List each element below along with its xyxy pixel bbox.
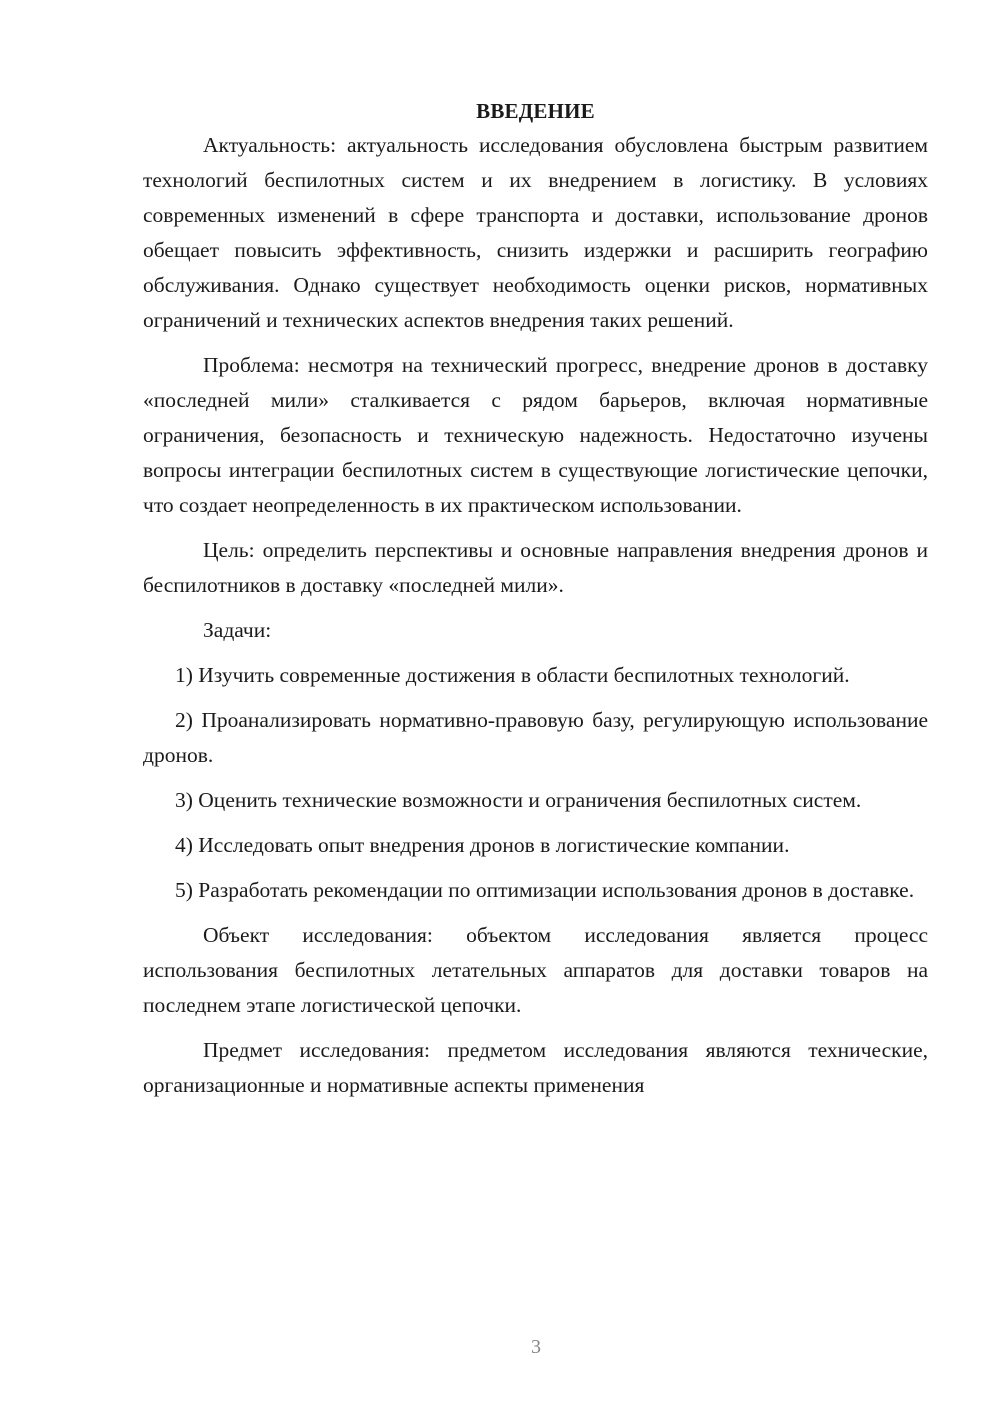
task-item-3: 3) Оценить технические возможности и ограничения беспилотных систем. bbox=[175, 788, 862, 812]
task-item-1: 1) Изучить современные достижения в области беспилотных технологий. bbox=[175, 663, 850, 687]
paragraph-relevance: Актуальность: актуальность исследования обусловлена быстрым развитием технологий беспилотных систем и их внедрением в логистику. В условиях современных изменений в сфере транспорта и доставки, использование дронов обещает повысить эффективность, снизить издержки и расширить географию обслуживания. Однако существует необходимость оценки рисков, нормативных ограничений и технических аспектов внедрения таких решений. bbox=[143, 133, 928, 332]
task-item-2: 2) Проанализировать нормативно-правовую базу, регулирующую использование дронов. bbox=[143, 708, 928, 767]
paragraph-subject: Предмет исследования: предметом исследования являются технические, организационные и нормативные аспекты применения bbox=[143, 1038, 928, 1097]
tasks-label: Задачи: bbox=[203, 618, 272, 642]
page-number: 3 bbox=[531, 1336, 541, 1358]
section-heading: ВВЕДЕНИЕ bbox=[476, 99, 595, 123]
paragraph-object: Объект исследования: объектом исследования является процесс использования беспилотных летательных аппаратов для доставки товаров на последнем этапе логистической цепочки. bbox=[143, 923, 928, 1017]
task-item-4: 4) Исследовать опыт внедрения дронов в логистические компании. bbox=[175, 833, 790, 857]
task-item-5: 5) Разработать рекомендации по оптимизации использования дронов в доставке. bbox=[175, 878, 915, 902]
document-body bbox=[143, 96, 928, 1103]
paragraph-goal: Цель: определить перспективы и основные направления внедрения дронов и беспилотников в доставку «последней мили». bbox=[143, 538, 928, 597]
paragraph-problem: Проблема: несмотря на технический прогресс, внедрение дронов в доставку «последней мили» сталкивается с рядом барьеров, включая нормативные ограничения, безопасность и техническую надежность. Недостаточно изучены вопросы интеграции беспилотных систем в существующие логистические цепочки, что создает неопределенность в их практическом использовании. bbox=[143, 353, 928, 517]
